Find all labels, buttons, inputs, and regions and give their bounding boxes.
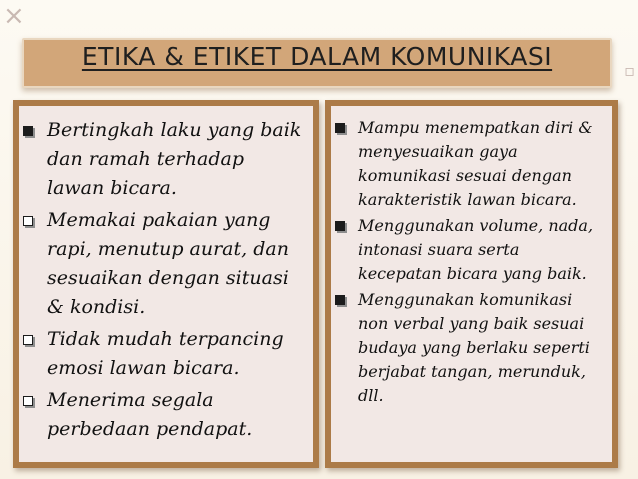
right-box <box>325 100 618 468</box>
left-list <box>19 106 313 444</box>
list-item-text: Tidak mudah terpancing emosi lawan bicara. <box>47 328 284 379</box>
list-item-text: Menggunakan komunikasi non verbal yang baik sesuai budaya yang berlaku seperti berjabat tangan, merunduk, dll. <box>358 290 590 405</box>
list-item-text: Menerima segala perbedaan pendapat. <box>47 389 253 440</box>
corner-mark-icon: ▫ <box>624 61 635 80</box>
square-bullet-icon <box>335 295 345 305</box>
hollow-square-bullet-icon <box>23 216 33 226</box>
list-item <box>23 325 305 383</box>
right-list <box>331 106 612 408</box>
left-box <box>13 100 319 468</box>
list-item <box>335 214 606 286</box>
square-bullet-icon <box>335 221 345 231</box>
list-item <box>23 206 305 322</box>
list-item-text: Menggunakan volume, nada, intonasi suara serta kecepatan bicara yang baik. <box>358 216 594 283</box>
list-item <box>335 116 606 212</box>
hollow-square-bullet-icon <box>23 396 33 406</box>
list-item <box>335 288 606 408</box>
list-item <box>23 386 305 444</box>
title-bar <box>22 38 612 88</box>
list-item-text: Mampu menempatkan diri & menyesuaikan gaya komunikasi sesuai dengan karakteristik lawan bicara. <box>358 118 593 209</box>
list-item-text: Memakai pakaian yang rapi, menutup aurat, dan sesuaikan dengan situasi & kondisi. <box>47 209 289 318</box>
hollow-square-bullet-icon <box>23 335 33 345</box>
slide-title: ETIKA & ETIKET DALAM KOMUNIKASI <box>81 42 553 71</box>
corner-x-icon: × <box>3 1 25 31</box>
square-bullet-icon <box>335 123 345 133</box>
square-bullet-icon <box>23 126 33 136</box>
list-item-text: Bertingkah laku yang baik dan ramah terhadap lawan bicara. <box>47 119 302 199</box>
list-item <box>23 116 305 203</box>
